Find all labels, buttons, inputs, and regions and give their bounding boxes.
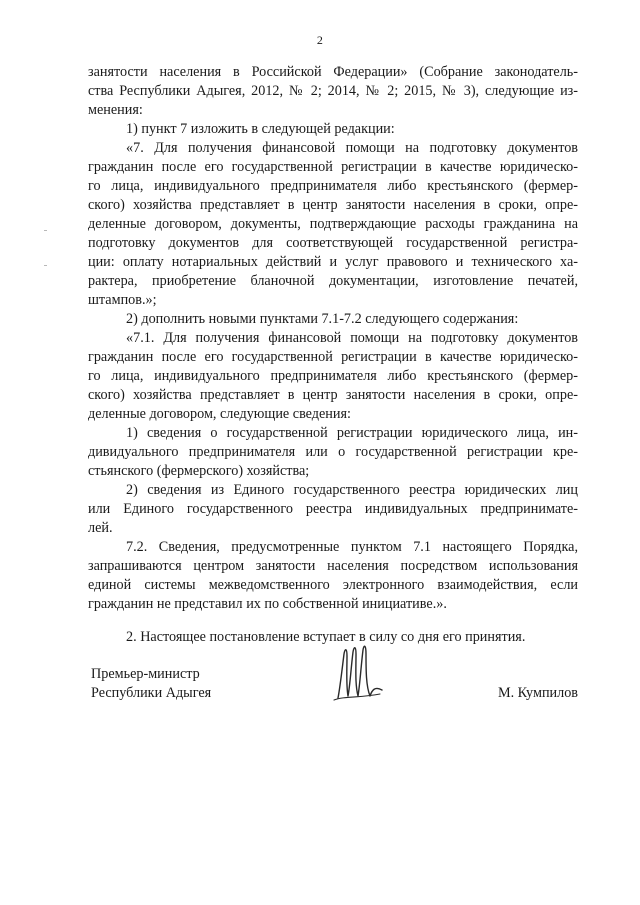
text-line: дивидуального предпринимателя или о государственной регистрации кре-	[88, 444, 578, 460]
text-line: «7. Для получения финансовой помощи на подготовку документов	[126, 140, 578, 156]
text-line: 2) дополнить новыми пунктами 7.1-7.2 следующего содержания:	[126, 311, 519, 327]
text-line: ского) хозяйства представляет в центр занятости населения в сроки, опре-	[88, 387, 578, 403]
text-line: гражданин после его государственной регистрации в качестве юридическо-	[88, 159, 578, 175]
text-line: ции: оплату нотариальных действий и услуг правового и технического ха-	[88, 254, 578, 270]
text-line: единой системы межведомственного электронного взаимодействия, если	[88, 577, 578, 593]
handwritten-signature	[330, 640, 390, 710]
text-line: штампов.»;	[88, 292, 157, 308]
text-line: лей.	[88, 520, 113, 536]
text-line: ского) хозяйства представляет в центр занятости населения в сроки, опре-	[88, 197, 578, 213]
text-line: го лица, индивидуального предпринимателя либо крестьянского (фермер-	[88, 178, 578, 194]
text-line: рактера, приобретение бланочной документации, изготовление печатей,	[88, 273, 578, 289]
text-line: 7.2. Сведения, предусмотренные пунктом 7.1 настоящего Порядка,	[126, 539, 578, 555]
text-line: деленные договором, следующие сведения:	[88, 406, 351, 422]
text-line: гражданин не представил их по собственной инициативе.».	[88, 596, 447, 612]
signatory-position: Премьер-министр	[91, 666, 200, 682]
text-line: или Единого государственного реестра индивидуальных предпринимате-	[88, 501, 578, 517]
text-line: «7.1. Для получения финансовой помощи на подготовку документов	[126, 330, 578, 346]
text-line: го лица, индивидуального предпринимателя либо крестьянского (фермер-	[88, 368, 578, 384]
signatory-name: М. Кумпилов	[497, 685, 578, 701]
text-line: ства Республики Адыгея, 2012, № 2; 2014, № 2; 2015, № 3), следующие из-	[88, 83, 578, 99]
text-line: занятости населения в Российской Федерации» (Собрание законодатель-	[88, 64, 578, 80]
text-line: деленные договором, документы, подтверждающие расходы гражданина на	[88, 216, 578, 232]
text-line: 2) сведения из Единого государственного реестра юридических лиц	[126, 482, 578, 498]
text-line: менения:	[88, 102, 143, 118]
text-line: стьянского (фермерского) хозяйства;	[88, 463, 310, 479]
page-number: 2	[316, 33, 324, 47]
text-line: 2. Настоящее постановление вступает в силу со дня его принятия.	[126, 629, 526, 645]
margin-mark	[44, 230, 47, 231]
text-line: 1) сведения о государственной регистрации юридического лица, ин-	[126, 425, 578, 441]
signatory-region: Республики Адыгея	[91, 685, 212, 701]
text-line: подготовку документов для соответствующей государственной регистра-	[88, 235, 578, 251]
margin-mark	[44, 265, 47, 266]
text-line: гражданин после его государственной регистрации в качестве юридическо-	[88, 349, 578, 365]
text-line: 1) пункт 7 изложить в следующей редакции:	[126, 121, 395, 137]
text-line: запрашиваются центром занятости населения посредством использования	[88, 558, 578, 574]
